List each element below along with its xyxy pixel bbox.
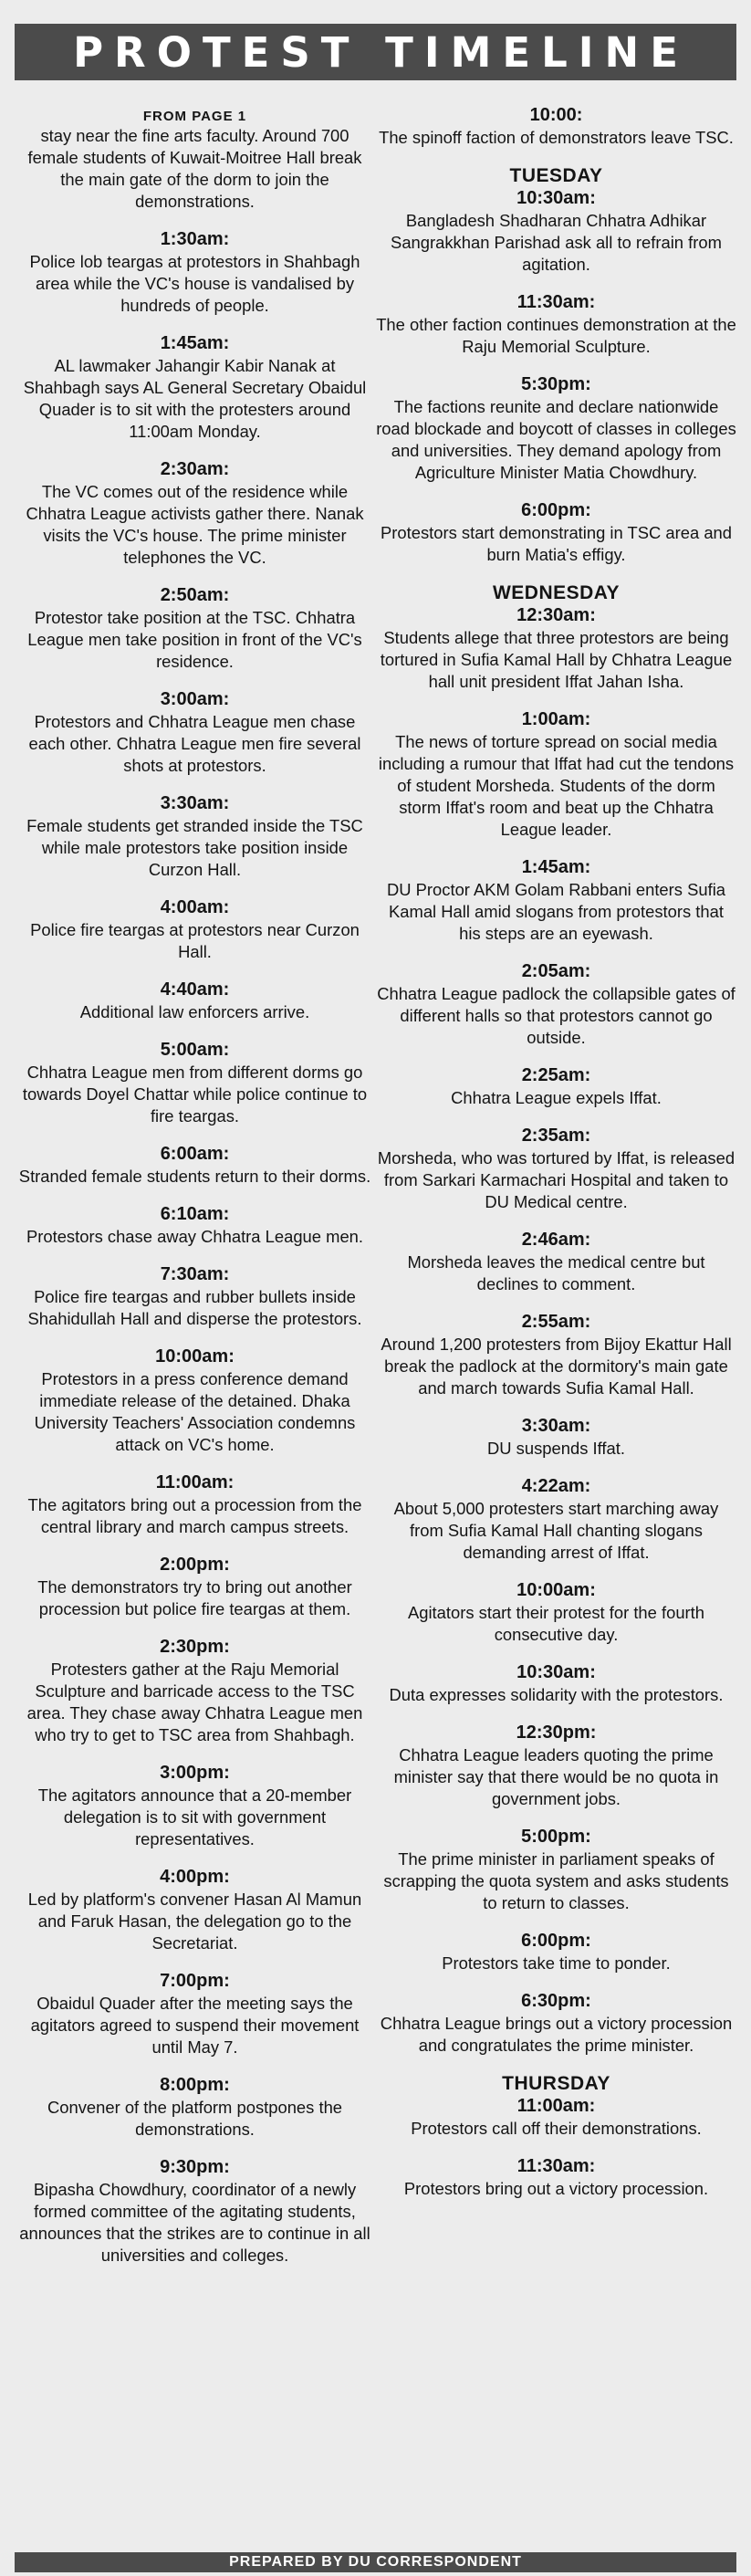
- title-banner: [15, 24, 736, 80]
- entry-time: 3:30am:: [160, 793, 230, 813]
- entry-text: Obaidul Quader after the meeting says the agitators agreed to suspend their movement until May 7.: [30, 1994, 360, 2057]
- entry-time: 2:55am:: [521, 1312, 591, 1332]
- entry-text: Morsheda leaves the medical centre but declines to comment.: [407, 1252, 705, 1293]
- timeline-entry: [376, 1311, 736, 1399]
- timeline-entry: [15, 1636, 375, 1746]
- entry-text: Chhatra League padlock the collapsible gates of different halls so that protestors cannot go outside.: [377, 984, 735, 1047]
- entry-time: 10:00:: [529, 105, 583, 125]
- entry-text: Stranded female students return to their dorms.: [18, 1167, 371, 1186]
- entry-text: AL lawmaker Jahangir Kabir Nanak at Shahbagh says AL General Secretary Obaidul Quader is to sit with the protesters around 11:00am Monday.: [23, 356, 367, 441]
- day-heading: WEDNESDAY: [492, 582, 621, 603]
- entry-time: 11:00am:: [155, 1472, 235, 1492]
- entry-time: 4:40am:: [160, 979, 230, 1000]
- timeline-entry: [15, 584, 375, 673]
- entry-text: Protestors in a press conference demand immediate release of the detained. Dhaka University Teachers' Association condemns attack on VC's home.: [34, 1369, 356, 1454]
- timeline-entry: [376, 1990, 736, 2057]
- entry-text: Protestors start demonstrating in TSC area and burn Matia's effigy.: [380, 523, 733, 564]
- entry-text: The prime minister in parliament speaks of scrapping the quota system and asks students to return to classes.: [383, 1849, 729, 1912]
- entry-time: 2:35am:: [521, 1126, 591, 1146]
- entry-text: DU Proctor AKM Golam Rabbani enters Sufia Kamal Hall amid slogans from protestors that his steps are an eyewash.: [386, 880, 726, 943]
- entry-time: 1:45am:: [160, 333, 230, 353]
- timeline-entry: [376, 1064, 736, 1109]
- entry-time: 4:00am:: [160, 897, 230, 917]
- entry-text: The spinoff faction of demonstrators leave TSC.: [379, 128, 734, 147]
- entry-text: Morsheda, who was tortured by Iffat, is released from Sarkari Karmachari Hospital and taken to DU Medical centre.: [377, 1148, 735, 1211]
- entry-time: 11:30am:: [516, 292, 596, 312]
- entry-time: 3:00pm:: [160, 1763, 230, 1783]
- entry-text: Chhatra League expels Iffat.: [451, 1088, 662, 1107]
- entry-text: Led by platform's convener Hasan Al Mamun and Faruk Hasan, the delegation go to the Secretariat.: [27, 1890, 362, 1953]
- entry-time: 5:00pm:: [521, 1827, 591, 1847]
- entry-text: Agitators start their protest for the fourth consecutive day.: [407, 1603, 705, 1644]
- entry-time: 2:46am:: [521, 1230, 591, 1250]
- entry-text: Chhatra League leaders quoting the prime minister say that there would be no quota in government jobs.: [393, 1745, 719, 1808]
- entry-text: Protestors call off their demonstrations.: [411, 2119, 702, 2138]
- entry-text: About 5,000 protesters start marching away from Sufia Kamal Hall chanting slogans demanding arrest of Iffat.: [393, 1499, 719, 1562]
- entry-text: Additional law enforcers arrive.: [79, 1002, 310, 1021]
- timeline-entry: [376, 373, 736, 484]
- entry-time: 6:00pm:: [521, 1931, 591, 1951]
- entry-text: Protesters gather at the Raju Memorial Sculpture and barricade access to the TSC area. They chase away Chhatra League men who try to get to TSC area from Shahbagh.: [26, 1660, 363, 1744]
- entry-text: Police fire teargas at protestors near Curzon Hall.: [30, 920, 360, 961]
- timeline-entry: [376, 856, 736, 945]
- entry-text: Around 1,200 protesters from Bijoy Ekattur Hall break the padlock at the dormitory's main gate and march towards Sufia Kamal Hall.: [381, 1335, 732, 1398]
- timeline-entry: [376, 1415, 736, 1460]
- timeline-entry: [15, 896, 375, 963]
- entry-text: The factions reunite and declare nationwide road blockade and boycott of classes in colleges and universities. They demand apology from Agriculture Minister Matia Chowdhury.: [376, 397, 736, 482]
- entry-time: 2:50am:: [160, 585, 230, 605]
- timeline-entry: [15, 458, 375, 569]
- entry-text: Chhatra League brings out a victory procession and congratulates the prime minister.: [380, 2014, 733, 2055]
- entry-time: 10:00am:: [516, 1580, 596, 1600]
- byline: PREPARED BY DU CORRESPONDENT: [229, 2554, 522, 2570]
- entry-time: 5:30pm:: [521, 374, 591, 394]
- timeline-entry: [15, 1970, 375, 2058]
- timeline-entry: [15, 1554, 375, 1620]
- timeline-entry: [15, 792, 375, 881]
- day-heading: TUESDAY: [509, 165, 603, 186]
- lead-paragraph: stay near the fine arts faculty. Around 700 female students of Kuwait-Moitree Hall break the main gate of the dorm to join the demonstrations.: [27, 126, 362, 211]
- timeline-entry: [15, 332, 375, 443]
- entry-text: The demonstrators try to bring out another procession but police fire teargas at them.: [37, 1577, 352, 1618]
- timeline-entry: [376, 1722, 736, 1810]
- timeline-entry: [376, 1475, 736, 1564]
- continuation-label: FROM PAGE 1: [142, 109, 247, 124]
- entry-time: 12:30am:: [516, 605, 596, 625]
- entry-time: 12:30pm:: [516, 1723, 597, 1743]
- entry-time: 2:30pm:: [160, 1637, 230, 1657]
- entry-text: Bangladesh Shadharan Chhatra Adhikar Sangrakkhan Parishad ask all to refrain from agitation.: [391, 211, 722, 274]
- entry-text: The news of torture spread on social media including a rumour that Iffat had cut the tendons of student Morsheda. Students of the dorm storm Iffat's room and beat up the Chhatra League leader.: [378, 732, 735, 839]
- entry-time: 7:30am:: [160, 1264, 230, 1284]
- timeline-entry: [376, 960, 736, 1049]
- entry-time: 9:30pm:: [160, 2157, 230, 2177]
- timeline-entry: [15, 1866, 375, 1954]
- entry-text: The agitators announce that a 20-member delegation is to sit with government representatives.: [37, 1785, 352, 1848]
- timeline-entry: [15, 228, 375, 317]
- entry-time: 4:00pm:: [160, 1867, 230, 1887]
- entry-time: 1:45am:: [521, 857, 591, 877]
- timeline-entry: [15, 1039, 375, 1127]
- right-days: [376, 164, 736, 2200]
- timeline-entry: [15, 979, 375, 1023]
- timeline-entry: [376, 104, 736, 149]
- entry-text: Police fire teargas and rubber bullets inside Shahidullah Hall and disperse the protestors.: [27, 1287, 362, 1328]
- timeline-entry: [376, 1661, 736, 1706]
- entry-text: Protestors chase away Chhatra League men.: [26, 1227, 364, 1246]
- entry-text: Police lob teargas at protestors in Shahbagh area while the VC's house is vandalised by hundreds of people.: [29, 252, 360, 315]
- entry-text: Convener of the platform postpones the demonstrations.: [47, 2098, 343, 2139]
- timeline-entry: [15, 688, 375, 777]
- entry-time: 10:30am:: [516, 1662, 596, 1682]
- entry-time: 10:30am:: [516, 188, 596, 208]
- timeline-entry: [15, 1346, 375, 1456]
- entry-text: Protestor take position at the TSC. Chhatra League men take position in front of the VC's residence.: [27, 608, 362, 671]
- entry-time: 10:00am:: [155, 1346, 235, 1367]
- entry-time: 6:30pm:: [521, 1991, 591, 2011]
- entry-time: 2:25am:: [521, 1065, 591, 1085]
- entry-text: Protestors take time to ponder.: [442, 1953, 671, 1973]
- timeline-entry: [15, 1263, 375, 1330]
- entry-text: The agitators bring out a procession from the central library and march campus streets.: [27, 1495, 362, 1536]
- entry-time: 3:00am:: [160, 689, 230, 709]
- footer-banner: [15, 2552, 736, 2572]
- entry-time: 3:30am:: [521, 1416, 591, 1436]
- entry-text: Duta expresses solidarity with the protestors.: [389, 1685, 724, 1704]
- entry-time: 8:00pm:: [160, 2075, 230, 2095]
- left-entries: [15, 228, 375, 2267]
- timeline-entry: [376, 604, 736, 693]
- entry-time: 2:30am:: [160, 459, 230, 479]
- entry-time: 2:05am:: [521, 961, 591, 981]
- entry-time: 6:10am:: [160, 1204, 230, 1224]
- timeline-entry: [15, 1203, 375, 1248]
- entry-time: 11:30am:: [516, 2156, 596, 2176]
- entry-text: Protestors bring out a victory procession.: [403, 2179, 709, 2198]
- entry-time: 11:00am:: [516, 2096, 596, 2116]
- timeline-entry: [376, 1125, 736, 1213]
- entry-time: 5:00am:: [160, 1040, 230, 1060]
- entry-time: 6:00am:: [160, 1144, 230, 1164]
- timeline-entry: [376, 291, 736, 358]
- entry-time: 6:00pm:: [521, 500, 591, 520]
- entry-time: 4:22am:: [521, 1476, 591, 1496]
- entry-text: DU suspends Iffat.: [487, 1439, 625, 1458]
- entry-text: Students allege that three protestors are being tortured in Sufia Kamal Hall by Chhatra League hall unit president Iffat Jahan Isha.: [380, 628, 733, 691]
- entry-time: 1:00am:: [521, 709, 591, 729]
- entry-time: 1:30am:: [160, 229, 230, 249]
- entry-time: 7:00pm:: [160, 1971, 230, 1991]
- timeline-entry: [376, 2155, 736, 2200]
- entry-text: Female students get stranded inside the TSC while male protestors take position inside Curzon Hall.: [26, 816, 363, 879]
- page-title: PROTEST TIMELINE: [73, 27, 689, 77]
- entry-text: The VC comes out of the residence while Chhatra League activists gather there. Nanak visits the VC's house. The prime minister telephones the VC.: [26, 482, 364, 567]
- timeline-entry: [376, 187, 736, 276]
- timeline-entry: [376, 1579, 736, 1646]
- right-column: [376, 104, 736, 2215]
- timeline-entry: [15, 2074, 375, 2141]
- left-column: [15, 104, 375, 2282]
- timeline-entry: [376, 2095, 736, 2140]
- timeline-entry: [15, 1762, 375, 1850]
- entry-text: Bipasha Chowdhury, coordinator of a newly formed committee of the agitating students, announces that the strikes are to continue in all universities and colleges.: [19, 2180, 370, 2265]
- timeline-entry: [15, 1143, 375, 1188]
- timeline-entry: [376, 708, 736, 841]
- timeline-entry: [15, 2156, 375, 2267]
- timeline-entry: [376, 1229, 736, 1295]
- entry-text: Protestors and Chhatra League men chase each other. Chhatra League men fire several shots at protestors.: [28, 712, 361, 775]
- timeline-entry: [376, 1826, 736, 1914]
- timeline-entry: [15, 1471, 375, 1538]
- timeline-entry: [376, 1930, 736, 1974]
- entry-time: 2:00pm:: [160, 1555, 230, 1575]
- entry-text: The other faction continues demonstration at the Raju Memorial Sculpture.: [376, 315, 736, 356]
- entry-text: Chhatra League men from different dorms go towards Doyel Chattar while police continue to fire teargas.: [22, 1063, 368, 1126]
- day-heading: THURSDAY: [502, 2073, 610, 2094]
- timeline-entry: [376, 499, 736, 566]
